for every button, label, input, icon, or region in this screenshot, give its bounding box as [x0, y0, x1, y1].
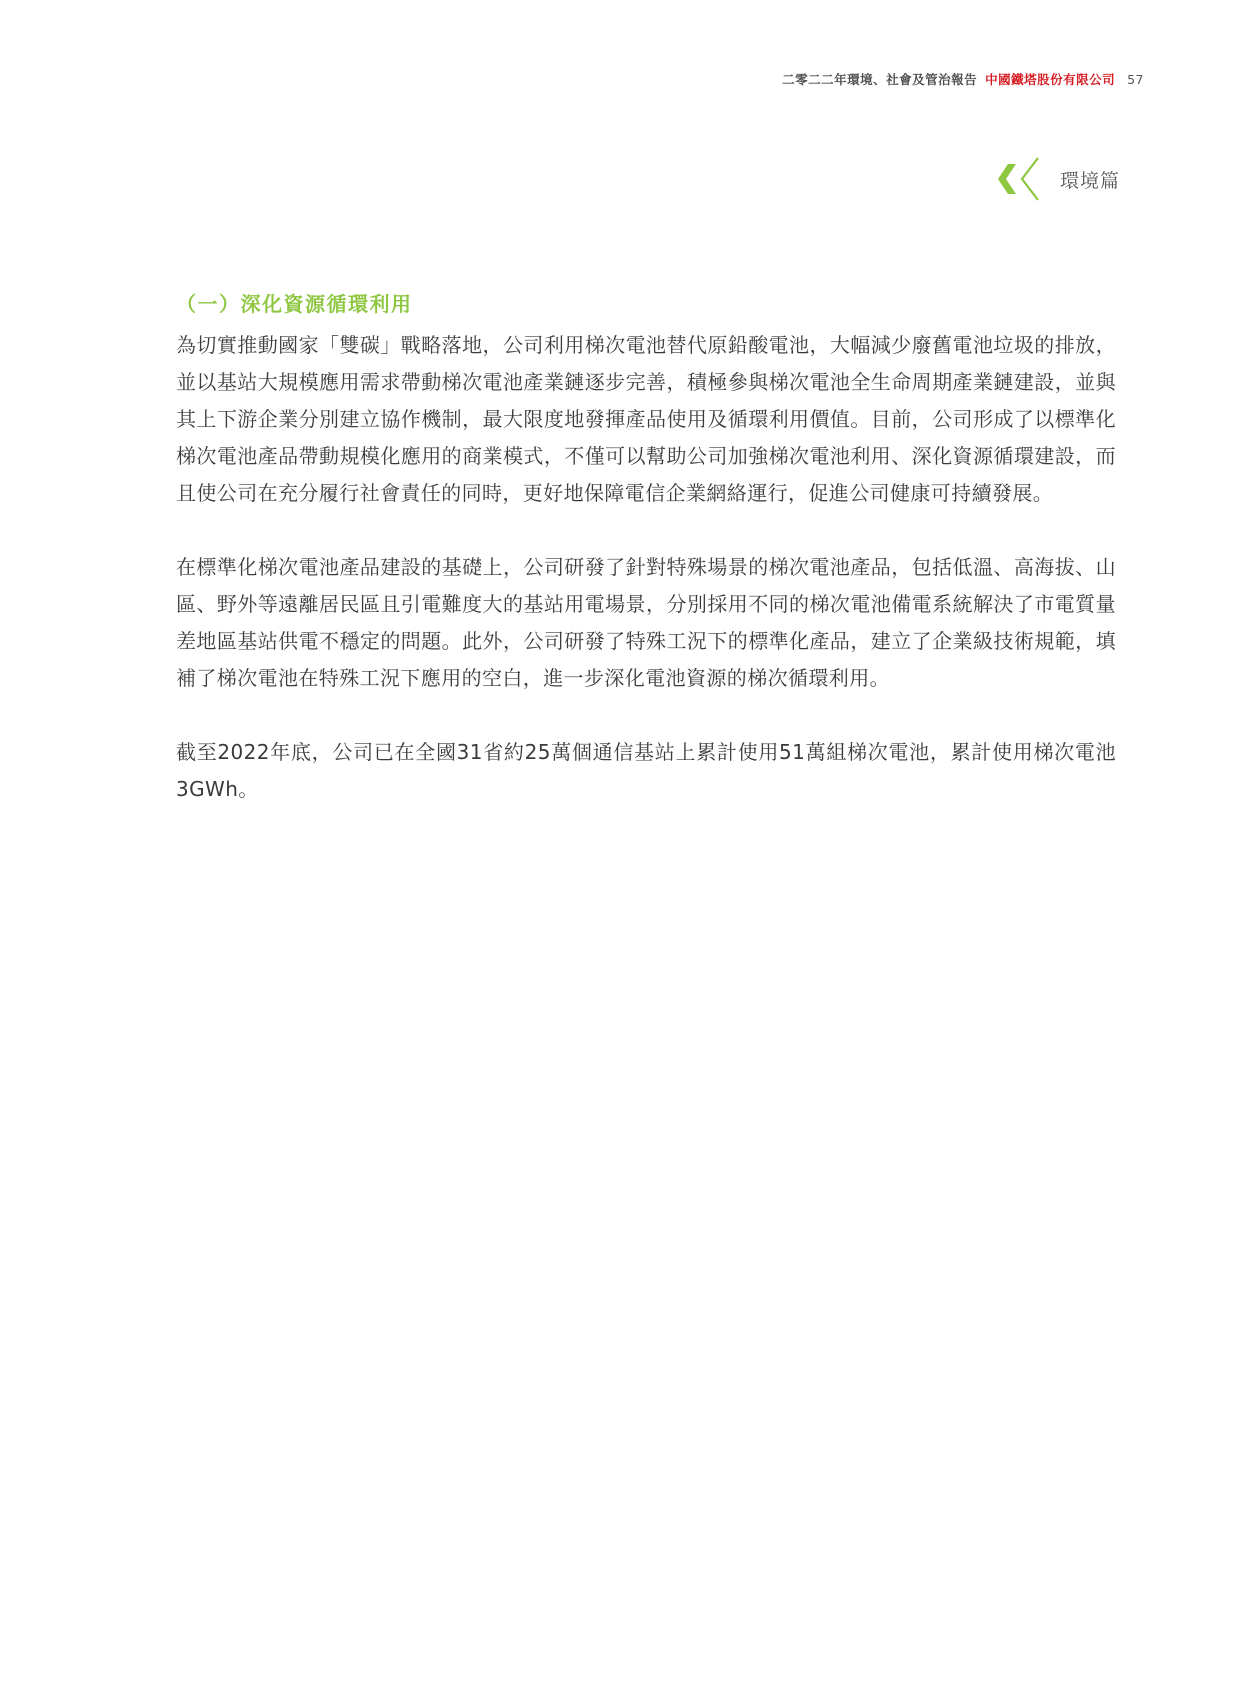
main-content [176, 288, 1116, 845]
section-tab-label: 環境篇 [1059, 169, 1120, 192]
section-heading: （一）深化資源循環利用 [176, 292, 413, 316]
report-title: 二零二二年環境、社會及管治報告 [782, 72, 978, 87]
body-paragraph: 在標準化梯次電池產品建設的基礎上，公司研發了針對特殊場景的梯次電池產品，包括低溫、高海拔、山區、野外等遠離居民區且引電難度大的基站用電場景，分別採用不同的梯次電池備電系統解決了市電質量差地區基站供電不穩定的問題。此外，公司研發了特殊工況下的標準化產品，建立了企業級技術規範，填補了梯次電池在特殊工況下應用的空白，進一步深化電池資源的梯次循環利用。 [176, 555, 1116, 690]
page-number: 57 [1127, 72, 1144, 87]
body-paragraph: 為切實推動國家「雙碳」戰略落地，公司利用梯次電池替代原鉛酸電池，大幅減少廢舊電池垃圾的排放，並以基站大規模應用需求帶動梯次電池產業鏈逐步完善，積極參與梯次電池全生命周期產業鏈建設，並與其上下游企業分別建立協作機制，最大限度地發揮產品使用及循環利用價值。目前，公司形成了以標準化梯次電池產品帶動規模化應用的商業模式，不僅可以幫助公司加強梯次電池利用、深化資源循環建設，而且使公司在充分履行社會責任的同時，更好地保障電信企業網絡運行，促進公司健康可持續發展。 [176, 333, 1116, 505]
company-name: 中國鐵塔股份有限公司 [985, 72, 1116, 87]
section-tab [994, 156, 1120, 202]
body-paragraph: 截至2022年底，公司已在全國31省約25萬個通信基站上累計使用51萬組梯次電池，累計使用梯次電池3GWh。 [176, 740, 1116, 801]
running-header [782, 70, 1144, 88]
double-chevron-left-icon [994, 156, 1048, 202]
